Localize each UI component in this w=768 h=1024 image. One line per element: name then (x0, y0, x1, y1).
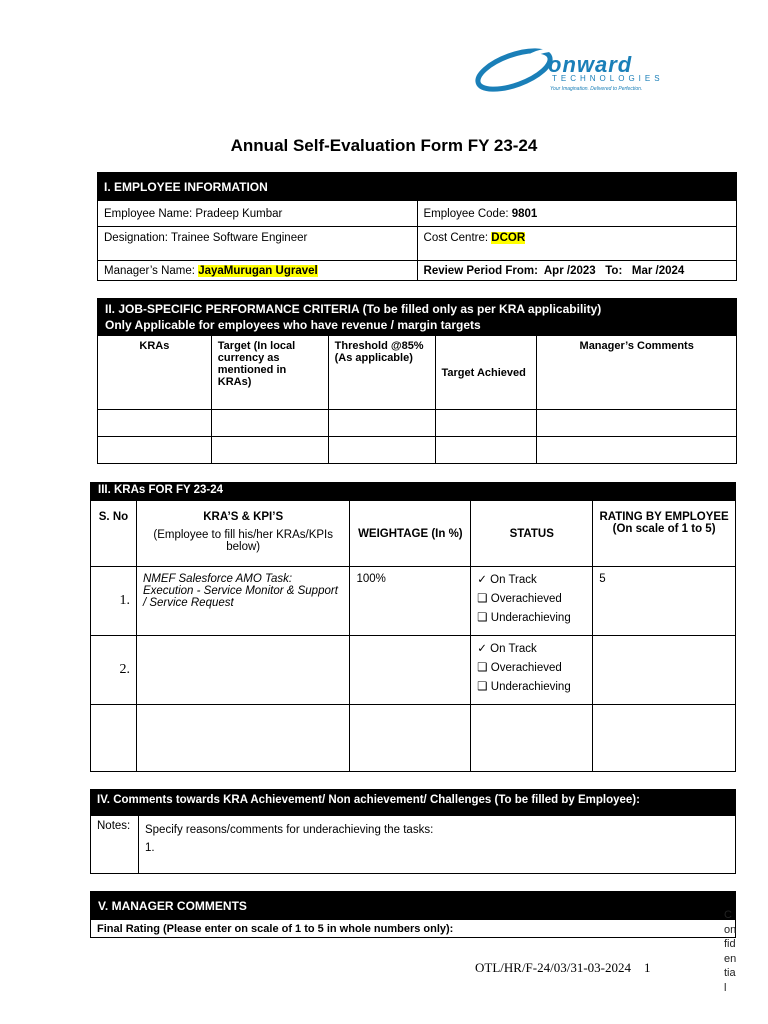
field-label: Designation: (104, 232, 168, 244)
weightage-value[interactable]: 100% (350, 567, 471, 636)
status-options (471, 636, 593, 705)
kra-text[interactable]: NMEF Salesforce AMO Task: Execution - Service Monitor & Support / Service Request (136, 567, 350, 636)
col-sno: S. No (91, 501, 137, 567)
kras-table (90, 482, 736, 772)
manager-comments-table (90, 891, 736, 938)
field-label: Cost Centre: (423, 232, 489, 244)
empty-cell[interactable] (471, 705, 593, 772)
section-header: III. KRAs FOR FY 23-24 (91, 483, 593, 501)
header-line: Only Applicable for employees who have revenue / margin targets (105, 318, 481, 332)
review-from-value: Apr /2023 (543, 264, 596, 277)
page-number: 1 (644, 960, 651, 975)
col-status: STATUS (471, 501, 593, 567)
col-kras: KRAs (98, 336, 212, 410)
input-cell[interactable] (328, 410, 435, 437)
employee-code-cell[interactable] (417, 201, 736, 227)
designation-cell[interactable] (98, 227, 418, 261)
col-note: (On scale of 1 to 5) (612, 523, 716, 535)
employee-code-value: 9801 (511, 207, 538, 220)
field-label: Employee Name: (104, 207, 193, 220)
input-cell[interactable] (537, 437, 737, 464)
empty-cell[interactable] (91, 705, 137, 772)
table-row (91, 567, 736, 636)
input-cell[interactable] (98, 437, 212, 464)
notes-line: 1. (144, 842, 155, 854)
employee-info-table (97, 172, 737, 281)
input-cell[interactable] (211, 410, 328, 437)
col-target: Target (In local currency as mentioned in KRAs) (211, 336, 328, 410)
logo-tagline: Your Imagination. Delivered to Perfection. (550, 86, 643, 92)
input-cell[interactable] (328, 437, 435, 464)
status-overachieved-checkbox[interactable]: ❑ Overachieved (477, 593, 562, 605)
col-note: (Employee to fill his/her KRAs/KPIs below) (153, 529, 333, 553)
header-line: II. JOB-SPECIFIC PERFORMANCE CRITERIA (To be filled only as per KRA applicability) (105, 302, 602, 316)
col-kra-kpi (136, 501, 350, 567)
section-header (98, 299, 737, 336)
weightage-value[interactable] (350, 636, 471, 705)
col-threshold: Threshold @85% (As applicable) (328, 336, 435, 410)
page-title: Annual Self-Evaluation Form FY 23-24 (230, 136, 538, 155)
empty-cell[interactable] (350, 705, 471, 772)
kra-text[interactable] (136, 636, 350, 705)
final-rating-field[interactable]: Final Rating (Please enter on scale of 1 to 5 in whole numbers only): (91, 920, 736, 938)
col-target-achieved: Target Achieved (435, 336, 537, 410)
job-specific-table (97, 298, 737, 464)
manager-name-value: JayaMurugan Ugravel (198, 264, 318, 277)
onward-swoosh-icon (474, 44, 554, 96)
col-rating (593, 501, 736, 567)
review-to-value: Mar /2024 (631, 264, 685, 277)
rating-value[interactable] (593, 636, 736, 705)
col-title: RATING BY EMPLOYEE (599, 511, 729, 523)
review-period-cell[interactable] (417, 261, 736, 281)
status-underachieving-checkbox[interactable]: ❑ Underachieving (477, 612, 571, 624)
notes-line: Specify reasons/comments for underachieving the tasks: (144, 824, 434, 836)
logo-subtitle: TECHNOLOGIES (552, 74, 664, 83)
status-on-track-checkbox[interactable]: ✓ On Track (477, 643, 537, 655)
input-cell[interactable] (98, 410, 212, 437)
table-row (91, 636, 736, 705)
section-header-blank (593, 483, 736, 501)
notes-label: Notes: (91, 816, 139, 874)
field-label: Employee Code: (423, 207, 509, 220)
notes-field[interactable] (138, 816, 735, 874)
status-options (471, 567, 593, 636)
input-cell[interactable] (537, 410, 737, 437)
designation-value: Trainee Software Engineer (170, 232, 308, 244)
input-cell[interactable] (435, 437, 537, 464)
row-sno: 1. (91, 567, 137, 636)
section-header: V. MANAGER COMMENTS (91, 892, 736, 920)
comments-table (90, 789, 736, 874)
input-cell[interactable] (435, 410, 537, 437)
input-cell[interactable] (211, 437, 328, 464)
field-label: Manager’s Name: (104, 264, 195, 277)
doc-code: OTL/HR/F-24/03/31-03-2024 (475, 960, 631, 975)
employee-name-value: Pradeep Kumbar (195, 207, 283, 220)
rating-value[interactable]: 5 (593, 567, 736, 636)
status-underachieving-checkbox[interactable]: ❑ Underachieving (477, 681, 571, 693)
table-row (91, 705, 736, 772)
status-on-track-checkbox[interactable]: ✓ On Track (477, 574, 537, 586)
col-title: KRA’S & KPI’S (203, 511, 284, 523)
field-label: To: (605, 264, 623, 277)
manager-name-cell[interactable] (98, 261, 418, 281)
confidential-side-text: Confidential (724, 909, 737, 994)
employee-name-cell[interactable] (98, 201, 418, 227)
row-sno: 2. (91, 636, 137, 705)
section-header: IV. Comments towards KRA Achievement/ Non achievement/ Challenges (To be filled by Employee): (91, 790, 736, 816)
logo-brand: onward (548, 52, 633, 77)
table-row (98, 437, 737, 464)
empty-cell[interactable] (593, 705, 736, 772)
cost-centre-cell[interactable] (417, 227, 736, 261)
section-header: I. EMPLOYEE INFORMATION (98, 173, 737, 201)
table-row (98, 410, 737, 437)
cost-centre-value: DCOR (491, 232, 526, 244)
status-overachieved-checkbox[interactable]: ❑ Overachieved (477, 662, 562, 674)
company-logo (474, 44, 684, 96)
col-weightage: WEIGHTAGE (In %) (350, 501, 471, 567)
empty-cell[interactable] (136, 705, 350, 772)
footer (475, 960, 651, 976)
col-manager-comments: Manager’s Comments (537, 336, 737, 410)
field-label: Review Period From: (423, 264, 538, 277)
